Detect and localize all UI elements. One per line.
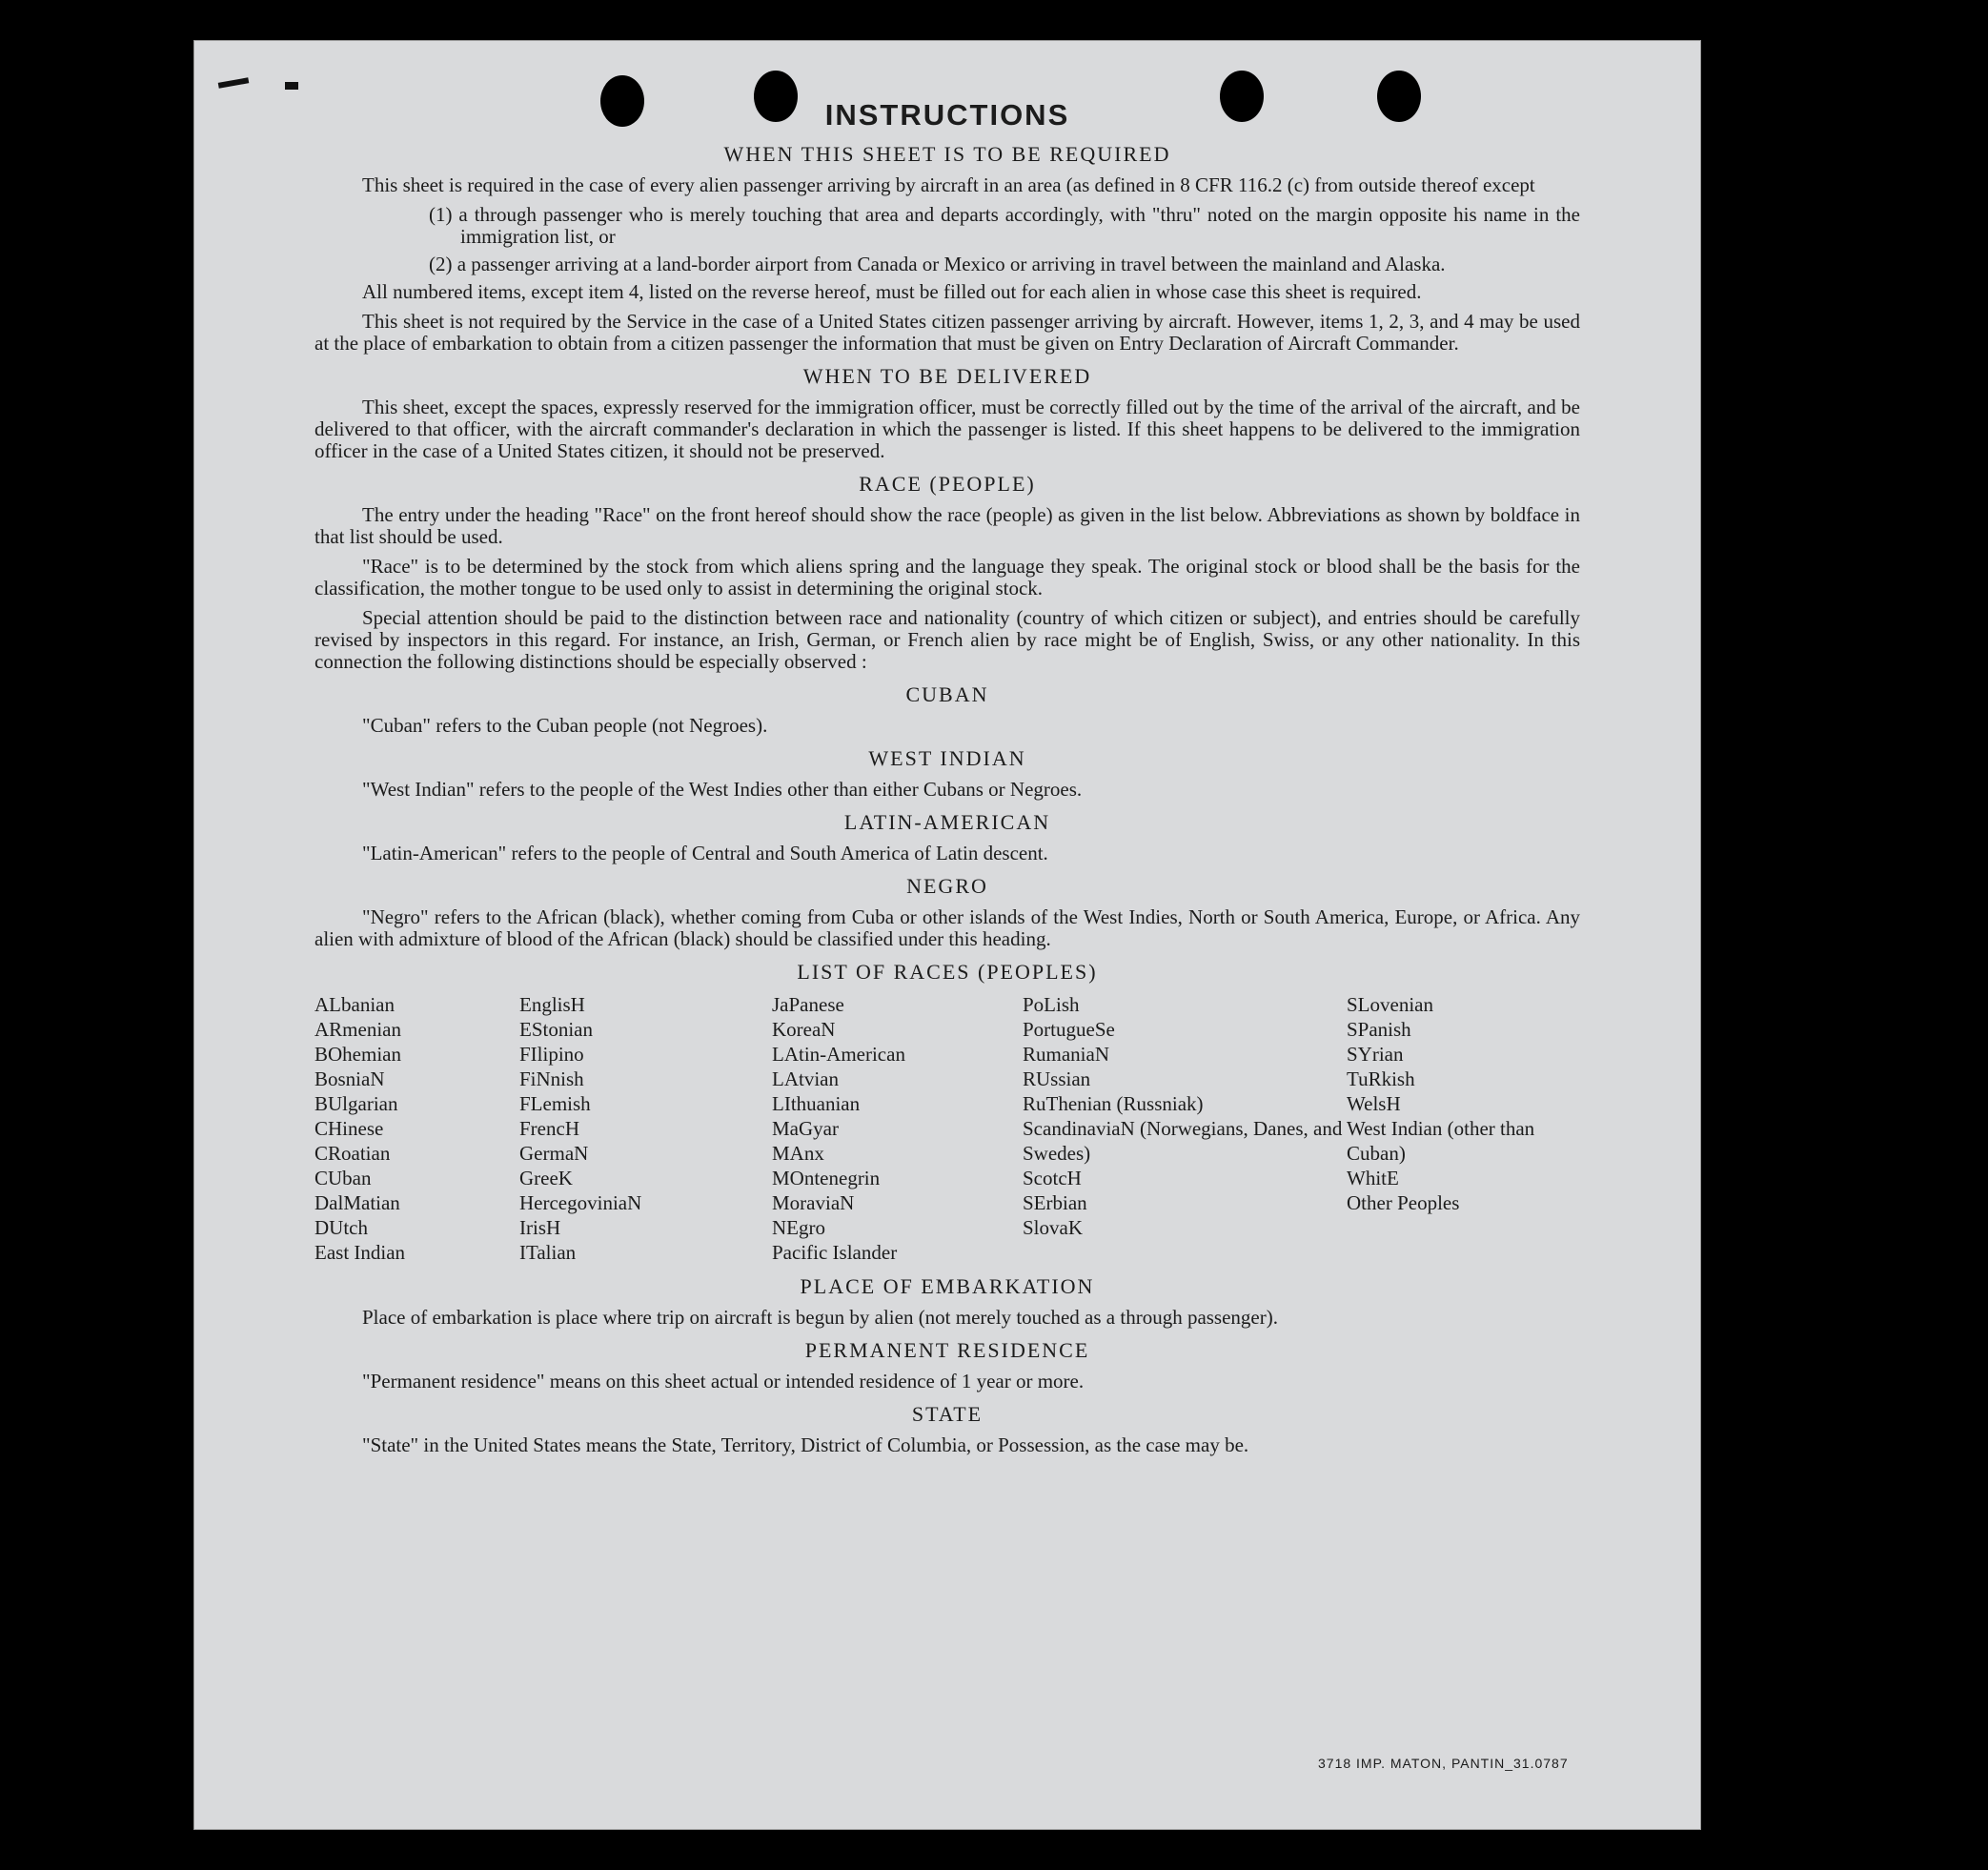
race-entry: SLovenian	[1347, 993, 1433, 1017]
race-entry: LAtin-American	[772, 1043, 905, 1067]
race-entry: RumaniaN	[1023, 1043, 1109, 1067]
section-heading: CUBAN	[905, 682, 989, 707]
section-heading: RACE (PEOPLE)	[859, 472, 1036, 497]
race-entry: ITalian	[519, 1241, 577, 1265]
race-entry: EStonian	[519, 1018, 593, 1042]
race-entry: KoreaN	[772, 1018, 836, 1042]
race-entry: BUlgarian	[314, 1092, 398, 1116]
paragraph: "State" in the United States means the State, Territory, District of Columbia, or Possession, as the case may be.	[362, 1433, 1249, 1457]
race-entry: SErbian	[1023, 1191, 1087, 1215]
ink-mark	[285, 82, 298, 90]
race-entry: IrisH	[519, 1216, 561, 1240]
race-entry: Other Peoples	[1347, 1191, 1460, 1215]
paragraph: "Latin-American" refers to the people of Central and South America of Latin descent.	[362, 842, 1048, 865]
section-heading: WEST INDIAN	[868, 746, 1026, 771]
section-heading: PERMANENT RESIDENCE	[804, 1338, 1090, 1363]
race-entry: FLemish	[519, 1092, 591, 1116]
paragraph: "Cuban" refers to the Cuban people (not Negroes).	[362, 714, 768, 738]
paragraph: This sheet is not required by the Service in the case of a United States citizen passenger arriving by aircraft. However, items 1, 2, 3, and 4 may be used at the place of embarkation to obtain from a citizen passenger the information that must be given on Entry Declaration of Aircraft Commander.	[314, 310, 1580, 356]
section-heading: LATIN-AMERICAN	[843, 810, 1051, 835]
race-entry: CRoatian	[314, 1142, 391, 1166]
paragraph: "Negro" refers to the African (black), whether coming from Cuba or other islands of the West Indies, North or South America, Europe, or Africa. Any alien with admixture of blood of the African (black) should be classified under this heading.	[314, 905, 1580, 951]
section-heading: PLACE OF EMBARKATION	[800, 1274, 1095, 1299]
race-entry: NEgro	[772, 1216, 825, 1240]
race-entry: LAtvian	[772, 1067, 839, 1091]
race-entry: GreeK	[519, 1167, 573, 1190]
race-entry: WelsH	[1347, 1092, 1401, 1116]
race-entry: ARmenian	[314, 1018, 401, 1042]
races-column	[1347, 992, 1580, 1265]
race-entry: DUtch	[314, 1216, 368, 1240]
race-entry: ALbanian	[314, 993, 395, 1017]
paragraph: "West Indian" refers to the people of the West Indies other than either Cubans or Negroes.	[362, 778, 1083, 802]
race-entry: PortugueSe	[1023, 1018, 1115, 1042]
race-entry: MOntenegrin	[772, 1167, 881, 1190]
ink-mark	[218, 77, 250, 88]
race-entry: BosniaN	[314, 1067, 385, 1091]
paragraph: This sheet, except the spaces, expressly reserved for the immigration officer, must be correctly filled out by the time of the arrival of the aircraft, and be delivered to that officer, with the aircraft commander's declaration in which the passenger is listed. If this sheet happens to be delivered to the immigration officer in the case of a United States citizen, it should not be preserved.	[314, 396, 1580, 463]
races-column	[314, 992, 519, 1265]
list-item: (2) a passenger arriving at a land-border airport from Canada or Mexico or arriving in travel between the mainland and Alaska.	[429, 253, 1446, 276]
race-entry: LIthuanian	[772, 1092, 861, 1116]
race-entry: East Indian	[314, 1241, 406, 1265]
paragraph: Special attention should be paid to the distinction between race and nationality (country of which citizen or subject), and entries should be carefully revised by inspectors in this regard. For instance, an Irish, German, or French alien by race might be of English, Swiss, or any other nationality. In this connection the following distinctions should be especially observed :	[314, 606, 1580, 674]
document-content	[314, 97, 1580, 1464]
section-heading: WHEN THIS SHEET IS TO BE REQUIRED	[723, 142, 1171, 167]
section-heading: NEGRO	[906, 874, 988, 899]
race-entry: MoraviaN	[772, 1191, 855, 1215]
section-heading: LIST OF RACES (PEOPLES)	[797, 960, 1098, 985]
race-entry: West Indian (other than Cuban)	[1347, 1117, 1535, 1166]
race-entry: ScandinaviaN (Norwegians, Danes, and Swedes)	[1023, 1117, 1343, 1166]
races-column	[519, 992, 772, 1265]
race-entry: GermaN	[519, 1142, 589, 1166]
race-entry: ScotcH	[1023, 1167, 1082, 1190]
race-entry: SlovaK	[1023, 1216, 1083, 1240]
race-entry: CHinese	[314, 1117, 384, 1141]
paragraph: "Permanent residence" means on this sheet actual or intended residence of 1 year or more.	[362, 1370, 1085, 1393]
race-entry: SYrian	[1347, 1043, 1404, 1067]
race-entry: FrencH	[519, 1117, 579, 1141]
races-column	[1023, 992, 1347, 1265]
race-entry: FiNnish	[519, 1067, 584, 1091]
paragraph: This sheet is required in the case of every alien passenger arriving by aircraft in an area (as defined in 8 CFR 116.2 (c) from outside thereof except	[362, 173, 1535, 197]
race-entry: RuThenian (Russniak)	[1023, 1092, 1204, 1116]
document-title: INSTRUCTIONS	[824, 98, 1070, 132]
document-sheet	[193, 40, 1701, 1830]
section-heading: STATE	[911, 1402, 984, 1427]
race-entry: DalMatian	[314, 1191, 400, 1215]
paragraph: Place of embarkation is place where trip on aircraft is begun by alien (not merely touched as a through passenger).	[362, 1306, 1278, 1330]
section-heading: WHEN TO BE DELIVERED	[802, 364, 1092, 389]
race-entry: WhitE	[1347, 1167, 1399, 1190]
paragraph: "Race" is to be determined by the stock from which aliens spring and the language they speak. The original stock or blood shall be the basis for the classification, the mother tongue to be used only to assist in determining the original stock.	[314, 555, 1580, 600]
race-entry: EnglisH	[519, 993, 585, 1017]
race-entry: JaPanese	[772, 993, 844, 1017]
races-column	[772, 992, 1023, 1265]
races-list	[314, 992, 1580, 1265]
race-entry: PoLish	[1023, 993, 1080, 1017]
race-entry: Pacific Islander	[772, 1241, 898, 1265]
race-entry: HercegoviniaN	[519, 1191, 642, 1215]
race-entry: FIlipino	[519, 1043, 584, 1067]
list-item: (1) a through passenger who is merely touching that area and departs accordingly, with "thru" noted on the margin opposite his name in the immigration list, or	[429, 203, 1580, 249]
race-entry: BOhemian	[314, 1043, 401, 1067]
race-entry: MAnx	[772, 1142, 824, 1166]
race-entry: MaGyar	[772, 1117, 839, 1141]
race-entry: CUban	[314, 1167, 372, 1190]
race-entry: RUssian	[1023, 1067, 1091, 1091]
paragraph: The entry under the heading "Race" on the front hereof should show the race (people) as given in the list below. Abbreviations as shown by boldface in that list should be used.	[314, 503, 1580, 549]
race-entry: TuRkish	[1347, 1067, 1415, 1091]
race-entry: SPanish	[1347, 1018, 1411, 1042]
paragraph: All numbered items, except item 4, listed on the reverse hereof, must be filled out for each alien in whose case this sheet is required.	[362, 280, 1422, 304]
printer-imprint: 3718 IMP. MATON, PANTIN_31.0787	[1318, 1756, 1569, 1771]
